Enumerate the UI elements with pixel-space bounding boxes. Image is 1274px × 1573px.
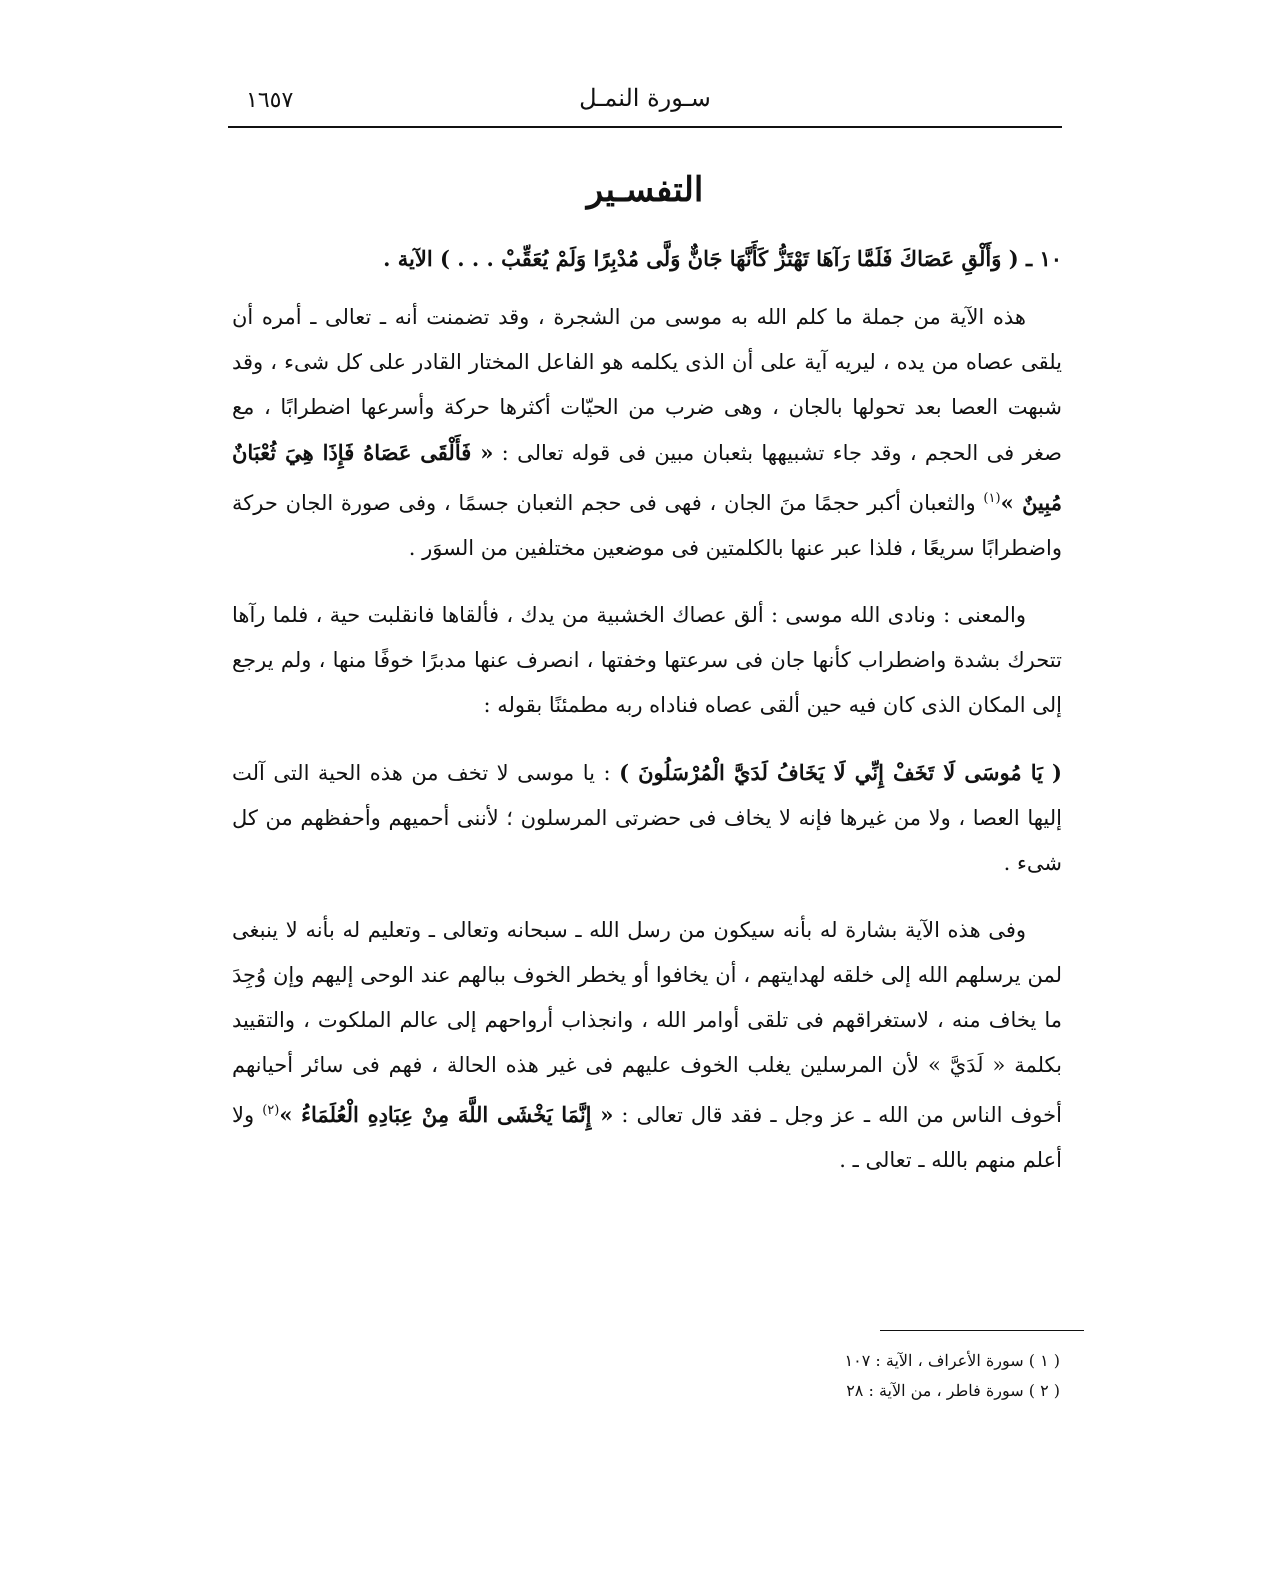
section-title: التفسـير: [586, 170, 704, 210]
footnote-marker-1[interactable]: (١): [983, 491, 1001, 506]
paragraph-4: [232, 908, 1062, 1183]
header-rule: [228, 126, 1062, 128]
quran-quote-3: « إِنَّمَا يَخْشَى اللَّهَ مِنْ عِبَادِهِ الْعُلَمَاءُ »: [279, 1102, 614, 1127]
footnotes: [640, 1346, 1060, 1406]
paragraph-1: [232, 295, 1062, 571]
verse-heading: ١٠ ـ ( وَأَلْقِ عَصَاكَ فَلَمَّا رَآهَا تَهْتَزُّ كَأَنَّهَا جَانٌّ وَلَّى مُدْبِرًا وَلَمْ يُعَقِّبْ . . . ) الآية .: [383, 246, 1062, 271]
page-body: [232, 236, 1062, 1183]
paragraph-1-continued: والثعبان أكبر حجمًا منَ الجان ، فهى فى حجم الثعبان جسمًا ، وفى صورة الجان حركة واضطرابًا سريعًا ، فلذا عبر عنها بالكلمتين فى موضعين مختلفين من السوَر .: [232, 491, 1062, 560]
paragraph-4-text: وفى هذه الآية بشارة له بأنه سيكون من رسل الله ـ سبحانه وتعالى ـ وتعليم له بأنه لا ينبغى لمن يرسلهم الله إلى خلقه لهدايتهم ، أن يخافوا أو يخطر الخوف ببالهم عند الوحى إليهم وإن وُجِدَ ما يخاف منه ، لاستغراقهم فى تلقى أوامر الله ، وانجذاب أرواحهم إلى عالم الملكوت ، والتقييد بكلمة « لَدَيَّ » لأن المرسلين يغلب الخوف عليهم فى غير هذه الحالة ، فهم فى سائر أحيانهم أخوف الناس من الله ـ عز وجل ـ فقد قال تعالى :: [232, 918, 1062, 1127]
paragraph-2: والمعنى : ونادى الله موسى : ألق عصاك الخشبية من يدك ، فألقاها فانقلبت حية ، فلما رآها تتحرك بشدة واضطراب كأنها جان فى سرعتها وخفتها ، انصرف عنها مدبرًا خوفًا منها ، ولم يرجع إلى المكان الذى كان فيه حين ألقى عصاه فناداه ربه مطمئنًا بقوله :: [232, 603, 1062, 717]
quran-quote-1: « فَأَلْقَى عَصَاهُ فَإِذَا هِيَ ثُعْبَانٌ مُبِينٌ »: [232, 440, 1062, 515]
footnote-rule: [880, 1330, 1084, 1331]
page-header: [228, 84, 1062, 128]
running-title: سـورة النمـل: [579, 84, 711, 112]
quran-quote-2: ( يَا مُوسَى لَا تَخَفْ إِنِّي لَا يَخَافُ لَدَيَّ الْمُرْسَلُونَ ): [619, 760, 1062, 785]
footnote-marker-2[interactable]: (٢): [262, 1103, 280, 1118]
footnote-2: ( ٢ ) سورة فاطر ، من الآية : ٢٨: [846, 1381, 1060, 1400]
footnote-1: ( ١ ) سورة الأعراف ، الآية : ١٠٧: [844, 1351, 1060, 1370]
paragraph-4-continued: ولا أعلم منهم بالله ـ تعالى ـ .: [232, 1103, 1062, 1172]
paragraph-3-text: : يا موسى لا تخف من هذه الحية التى آلت إليها العصا ، ولا من غيرها فإنه لا يخاف فى حضرتى المرسلون ؛ لأننى أحميهم وأحفظهم من كل شىء .: [232, 761, 1062, 875]
page-number: ١٦٥٧: [246, 88, 294, 113]
paragraph-1-text: هذه الآية من جملة ما كلم الله به موسى من الشجرة ، وقد تضمنت أنه ـ تعالى ـ أمره أن يلقى عصاه من يده ، ليريه آية على أن الذى يكلمه هو الفاعل المختار القادر على كل شىء ، وقد شبهت العصا بعد تحولها بالجان ، وهى ضرب من الحيّات أكثرها حركة وأسرعها اضطرابًا ، مع صغر فى الحجم ، وقد جاء تشبيهها بثعبان مبين فى قوله تعالى :: [232, 305, 1062, 465]
paragraph-3: [232, 750, 1062, 886]
